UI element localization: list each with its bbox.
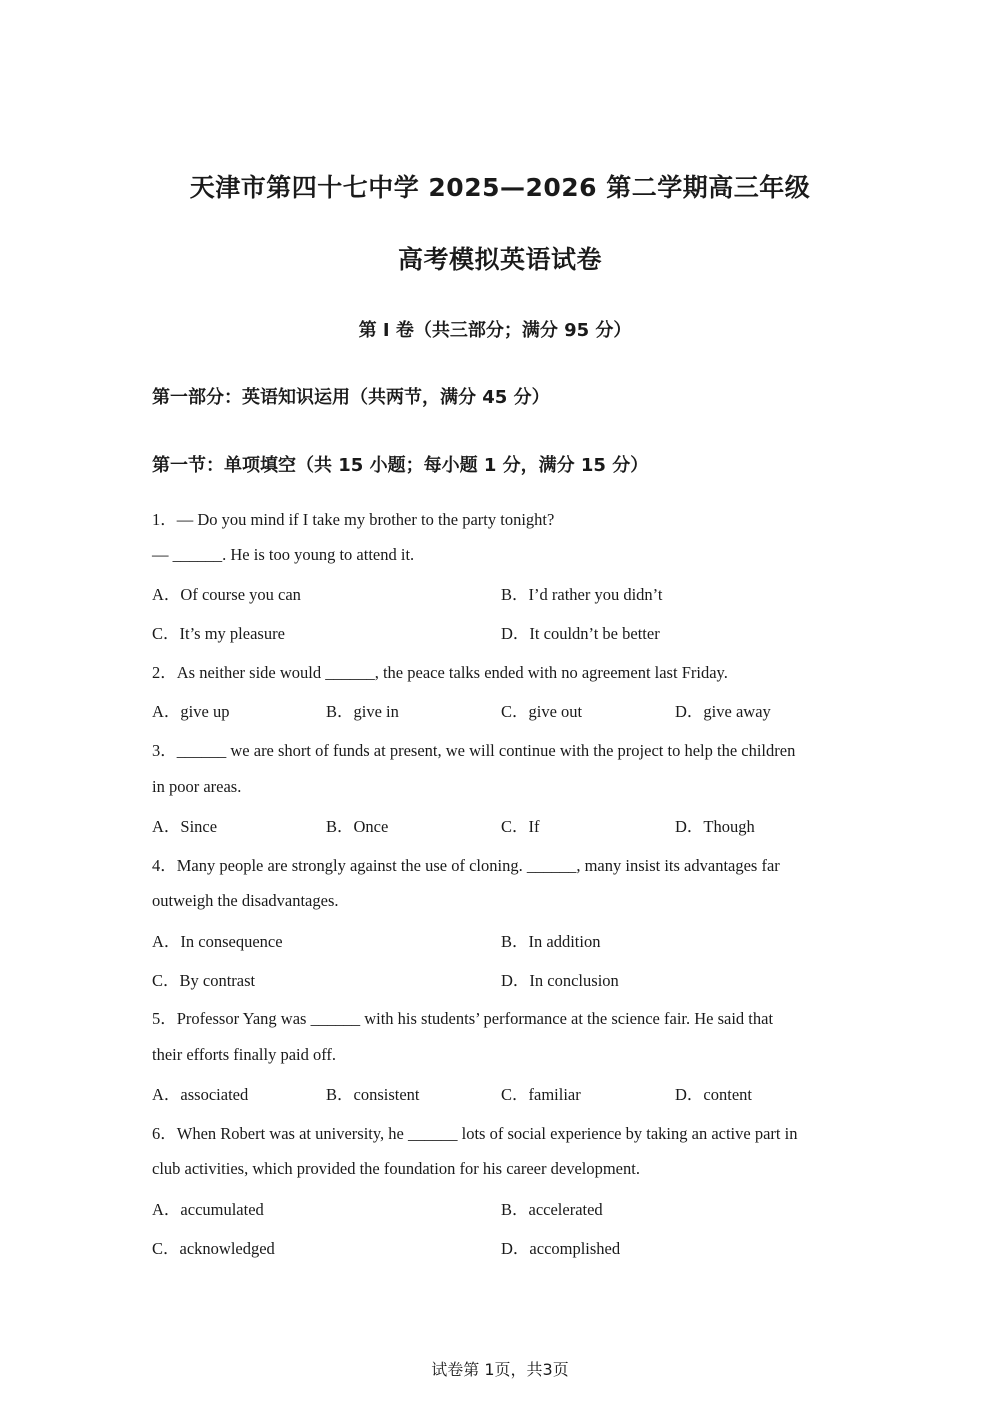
section1-heading: 第一节：单项填空（共 15 小题；每小题 1 分，满分 15 分） [152, 455, 649, 476]
question-3-stem: 3．______ we are short of funds at present, we will continue with the project to help the children [152, 741, 796, 760]
question-2-option-c: C．give out [501, 702, 583, 721]
question-5-stem: 5．Professor Yang was ______ with his students’ performance at the science fair. He said that [152, 1009, 774, 1028]
question-1-stem: 1．— Do you mind if I take my brother to the party tonight? [152, 510, 555, 529]
question-3-option-d: D．Though [675, 817, 755, 836]
question-5-option-b: B．consistent [326, 1085, 420, 1104]
question-6-option-b: B．accelerated [501, 1200, 603, 1219]
volume-heading: 第 I 卷（共三部分；满分 95 分） [358, 320, 632, 341]
exam-title-line2: 高考模拟英语试卷 [397, 245, 602, 274]
question-4-stem-cont: outweigh the disadvantages. [152, 891, 339, 910]
question-6-option-c: C．acknowledged [152, 1239, 275, 1258]
page-footer: 试卷第 1页，共3页 [431, 1360, 569, 1379]
question-5-option-a: A．associated [152, 1085, 249, 1104]
question-4-option-c: C．By contrast [152, 971, 256, 990]
question-6-option-d: D．accomplished [501, 1239, 621, 1258]
part1-heading: 第一部分：英语知识运用（共两节，满分 45 分） [152, 387, 550, 408]
question-1-stem-cont: — ______. He is too young to attend it. [152, 545, 415, 564]
question-1-option-a: A．Of course you can [152, 585, 301, 604]
question-3-option-c: C．If [501, 817, 540, 836]
question-5-stem-cont: their efforts finally paid off. [152, 1045, 337, 1064]
question-2-option-a: A．give up [152, 702, 230, 721]
question-6-option-a: A．accumulated [152, 1200, 264, 1219]
question-2-stem: 2．As neither side would ______, the peace talks ended with no agreement last Friday. [152, 663, 728, 682]
question-2-option-d: D．give away [675, 702, 771, 721]
exam-title-line1: 天津市第四十七中学 2025—2026 第二学期高三年级 [189, 173, 811, 202]
question-3-stem-cont: in poor areas. [152, 777, 242, 796]
question-2-option-b: B．give in [326, 702, 399, 721]
question-3-option-b: B．Once [326, 817, 389, 836]
question-3-option-a: A．Since [152, 817, 218, 836]
question-5-option-d: D．content [675, 1085, 752, 1104]
question-4-option-d: D．In conclusion [501, 971, 619, 990]
question-4-stem: 4．Many people are strongly against the use of cloning. ______, many insist its advantages far [152, 856, 780, 875]
question-6-stem: 6．When Robert was at university, he ______ lots of social experience by taking an active part in [152, 1124, 798, 1143]
question-5-option-c: C．familiar [501, 1085, 581, 1104]
question-1-option-c: C．It’s my pleasure [152, 624, 285, 643]
question-1-option-d: D．It couldn’t be better [501, 624, 660, 643]
question-4-option-a: A．In consequence [152, 932, 283, 951]
question-1-option-b: B．I’d rather you didn’t [501, 585, 663, 604]
question-6-stem-cont: club activities, which provided the foundation for his career development. [152, 1159, 640, 1178]
question-4-option-b: B．In addition [501, 932, 601, 951]
